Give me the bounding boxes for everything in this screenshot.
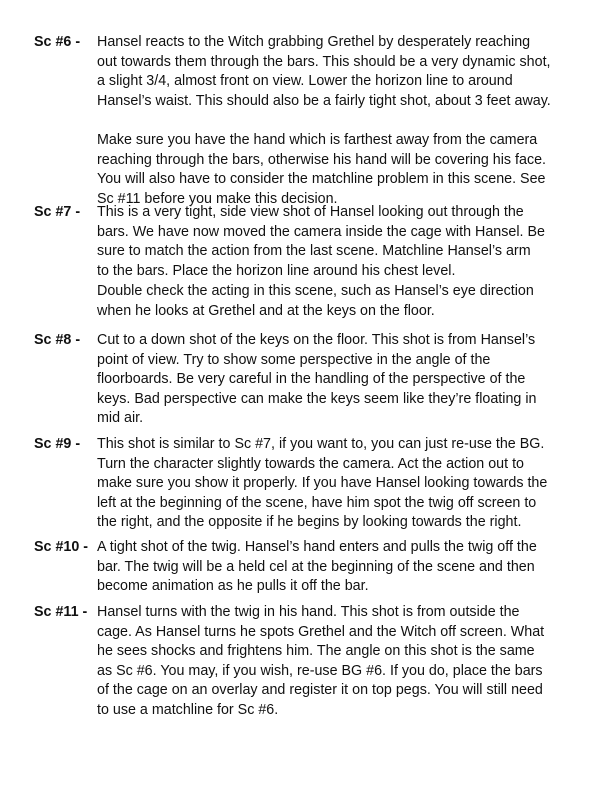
text-line: make sure you show it properly. If you have Hansel looking towards the xyxy=(97,475,548,492)
text-line: mid air. xyxy=(97,410,144,427)
scene-paragraph xyxy=(97,331,567,429)
scene-label: Sc #11 - xyxy=(34,604,88,620)
scene-paragraph xyxy=(97,203,567,281)
text-line: cage. As Hansel turns he spots Grethel and the Witch off screen. What xyxy=(97,623,545,640)
text-line: This shot is similar to Sc #7, if you want to, you can just re-use the BG. xyxy=(97,436,545,452)
scene-paragraph xyxy=(97,538,567,597)
text-line: sure to match the action from the last scene. Matchline Hansel’s arm xyxy=(97,243,531,260)
text-line: bars. We have now moved the camera inside the cage with Hansel. Be xyxy=(97,223,545,240)
text-line: You will also have to consider the matchline problem in this scene. See xyxy=(97,171,546,188)
text-line: he sees shocks and frightens him. The angle on this shot is the same xyxy=(97,643,535,660)
text-line: point of view. Try to show some perspective in the angle of the xyxy=(97,351,491,368)
text-line: become animation as he pulls it off the bar. xyxy=(97,578,369,595)
scene-label: Sc #7 - xyxy=(34,204,81,220)
scene-paragraph xyxy=(97,131,567,209)
text-line: keys. Bad perspective can make the keys seem like they’re floating in xyxy=(97,390,537,407)
text-line: Make sure you have the hand which is farthest away from the camera xyxy=(97,132,538,148)
text-line: Double check the acting in this scene, such as Hansel’s eye direction xyxy=(97,283,534,299)
text-line: floorboards. Be very careful in the handling of the perspective of the xyxy=(97,371,526,388)
text-line: Hansel reacts to the Witch grabbing Grethel by desperately reaching xyxy=(97,34,531,50)
text-line: Hansel’s waist. This should also be a fairly tight shot, about 3 feet away. xyxy=(97,92,551,109)
scene-label: Sc #6 - xyxy=(34,34,81,50)
scene-label: Sc #9 - xyxy=(34,436,81,452)
scene-label: Sc #8 - xyxy=(34,332,81,348)
text-line: This is a very tight, side view shot of Hansel looking out through the xyxy=(97,204,524,220)
text-line: when he looks at Grethel and at the keys on the floor. xyxy=(97,302,435,319)
text-line: reaching through the bars, otherwise his hand will be covering his face. xyxy=(97,151,547,168)
text-line: Cut to a down shot of the keys on the floor. This shot is from Hansel’s xyxy=(97,332,536,348)
text-line: A tight shot of the twig. Hansel’s hand enters and pulls the twig off the xyxy=(97,539,537,555)
text-line: the right, and the opposite if he begins by looking towards the right. xyxy=(97,514,522,531)
text-line: Turn the character slightly towards the camera. Act the action out to xyxy=(97,455,525,472)
scene-paragraph xyxy=(97,33,567,111)
scene-label: Sc #10 - xyxy=(34,539,89,555)
text-line: Sc #11 before you make this decision. xyxy=(97,190,338,207)
text-line: Hansel turns with the twig in his hand. This shot is from outside the xyxy=(97,604,520,620)
text-line: of the cage on an overlay and register it on top pegs. You will still need xyxy=(97,682,543,699)
text-line: as Sc #6. You may, if you wish, re-use BG #6. If you do, place the bars xyxy=(97,662,543,679)
text-line: bar. The twig will be a held cel at the beginning of the scene and then xyxy=(97,558,535,575)
text-line: out towards them through the bars. This should be a very dynamic shot, xyxy=(97,53,551,70)
text-line: to use a matchline for Sc #6. xyxy=(97,701,279,718)
text-line: left at the beginning of the scene, have him spot the twig off screen to xyxy=(97,494,537,511)
text-line: to the bars. Place the horizon line around his chest level. xyxy=(97,262,456,279)
scene-paragraph xyxy=(97,282,567,321)
scene-paragraph xyxy=(97,435,567,533)
text-line: a slight 3/4, almost front on view. Lower the horizon line to around xyxy=(97,73,513,90)
scene-paragraph xyxy=(97,603,567,721)
